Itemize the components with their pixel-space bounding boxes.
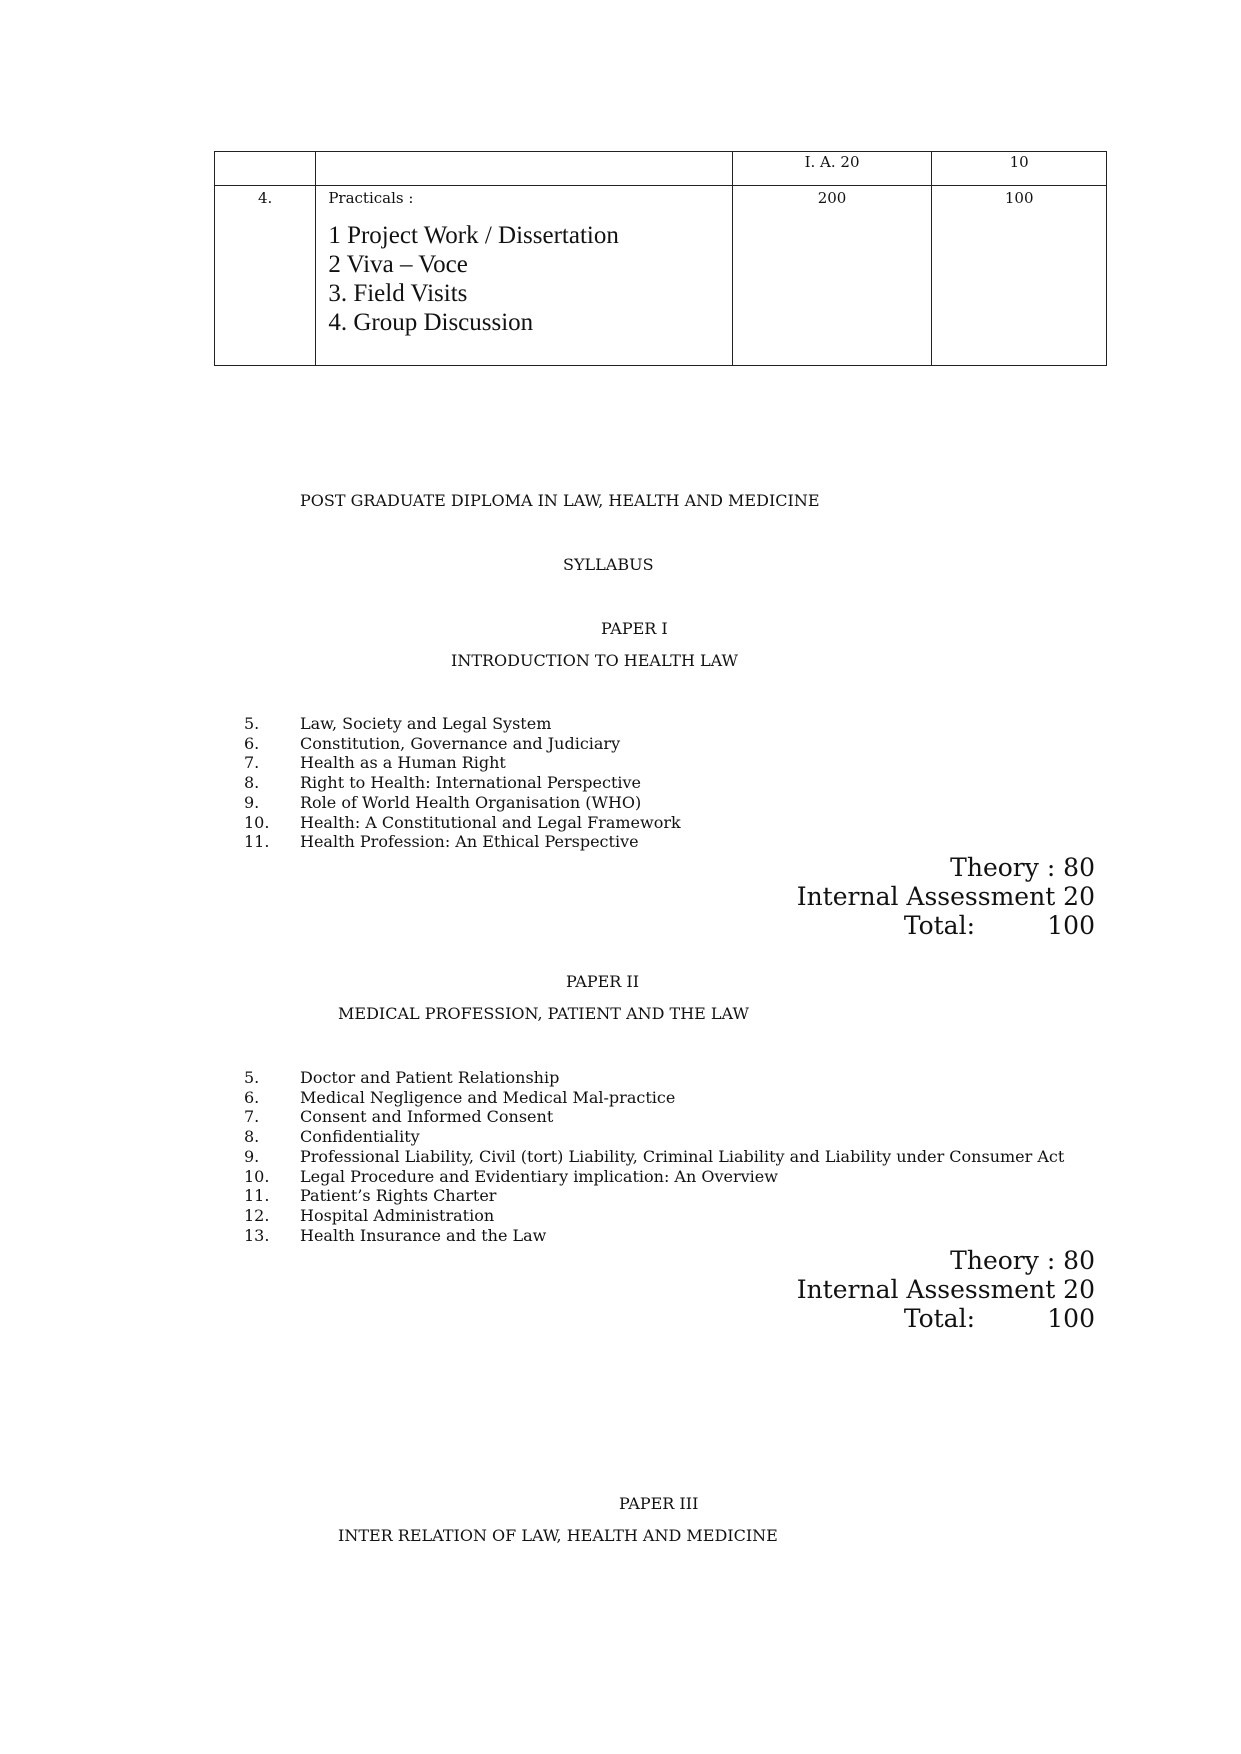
practicals-list (316, 221, 731, 337)
list-item: 7. Consent and Informed Consent (244, 1107, 554, 1127)
total-marks: Total: 100 (903, 1304, 1095, 1333)
table-cell-number: 4. (215, 186, 316, 366)
list-item: 5. Law, Society and Legal System (244, 714, 552, 733)
paper3-label: PAPER III (619, 1494, 699, 1513)
diploma-heading: POST GRADUATE DIPLOMA IN LAW, HEALTH AND MEDICINE (300, 491, 820, 510)
list-item: 10. Health: A Constitutional and Legal Framework (244, 812, 681, 832)
list-item: 2 Viva – Voce (328, 251, 468, 278)
internal-assessment-marks: Internal Assessment 20 (796, 882, 1095, 911)
table-cell-max-marks: I. A. 20 (732, 152, 932, 186)
table-cell-description (316, 152, 732, 186)
table-cell-min-marks: 10 (932, 152, 1107, 186)
table-row-internal-assessment (215, 152, 1107, 186)
paper1-title: INTRODUCTION TO HEALTH LAW (451, 651, 738, 670)
table-cell-min-marks: 100 (932, 186, 1107, 366)
list-item: 1 Project Work / Dissertation (328, 222, 619, 249)
list-item: 6. Medical Negligence and Medical Mal-practice (244, 1087, 676, 1107)
theory-marks: Theory : 80 (950, 853, 1095, 882)
list-item: 8. Confidentiality (244, 1127, 420, 1147)
table-cell-number (215, 152, 316, 186)
list-item: 3. Field Visits (328, 280, 468, 307)
list-item: 4. Group Discussion (328, 309, 534, 336)
paper2-marks (797, 1246, 1095, 1333)
theory-marks: Theory : 80 (950, 1246, 1095, 1275)
list-item: 9. Role of World Health Organisation (WHO) (244, 792, 642, 812)
list-item: 7. Health as a Human Right (244, 753, 506, 773)
list-item: 6. Constitution, Governance and Judiciary (244, 733, 621, 753)
paper2-title: MEDICAL PROFESSION, PATIENT AND THE LAW (338, 1004, 749, 1023)
internal-assessment-marks: Internal Assessment 20 (796, 1275, 1095, 1304)
list-item: 10. Legal Procedure and Evidentiary implication: An Overview (244, 1166, 778, 1186)
list-item: 13. Health Insurance and the Law (244, 1225, 547, 1245)
paper2-topic-list (244, 1068, 1064, 1245)
list-item: 5. Doctor and Patient Relationship (244, 1068, 560, 1087)
list-item: 12. Hospital Administration (244, 1205, 495, 1225)
paper3-title: INTER RELATION OF LAW, HEALTH AND MEDICINE (338, 1526, 778, 1545)
paper1-marks (797, 853, 1095, 940)
marks-table (214, 151, 1107, 366)
total-marks: Total: 100 (903, 911, 1095, 940)
table-cell-max-marks: 200 (732, 186, 932, 366)
syllabus-heading: SYLLABUS (563, 555, 654, 574)
list-item: 11. Health Profession: An Ethical Perspective (244, 832, 639, 852)
list-item: 9. Professional Liability, Civil (tort) Liability, Criminal Liability and Liability under Consumer Act (244, 1146, 1065, 1166)
paper1-label: PAPER I (601, 619, 668, 638)
table-cell-description (316, 186, 732, 366)
practicals-label: Practicals : (328, 189, 414, 207)
paper2-label: PAPER II (566, 972, 640, 991)
table-row-practicals (215, 186, 1107, 366)
paper1-topic-list (244, 714, 681, 852)
list-item: 8. Right to Health: International Perspective (244, 773, 642, 793)
list-item: 11. Patient’s Rights Charter (244, 1186, 497, 1206)
